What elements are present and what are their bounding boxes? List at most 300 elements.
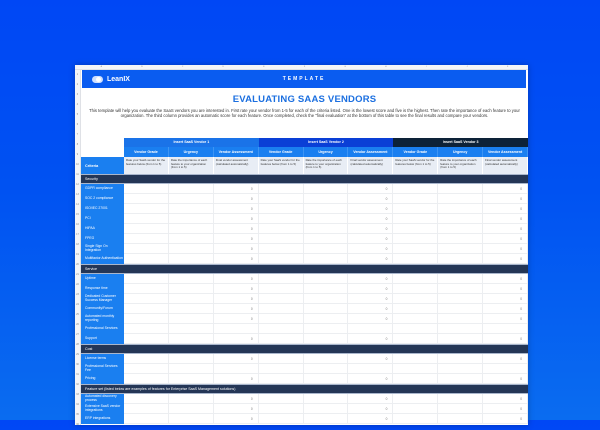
table-row <box>81 294 528 304</box>
vendor-grade-cell[interactable] <box>393 334 438 344</box>
vendor-grade-cell[interactable] <box>393 234 438 244</box>
assessment-cell[interactable]: 0 <box>483 204 528 214</box>
row-header[interactable]: 3 <box>76 93 79 96</box>
assessment-cell[interactable] <box>483 364 528 374</box>
urgency-cell[interactable] <box>169 414 214 424</box>
assessment-cell[interactable]: 0 <box>214 294 259 304</box>
assessment-cell[interactable]: 0 <box>348 194 393 204</box>
criteria-label: ERP integrations <box>81 414 124 424</box>
assessment-cell[interactable]: 0 <box>214 254 259 264</box>
vendor-grade-cell[interactable] <box>259 314 304 324</box>
assessment-cell[interactable]: 0 <box>483 314 528 324</box>
column-header[interactable]: E <box>263 66 265 68</box>
vendor-grade-cell[interactable] <box>259 394 304 404</box>
assessment-cell[interactable]: 0 <box>483 334 528 344</box>
urgency-cell[interactable] <box>304 354 349 364</box>
assessment-cell[interactable]: 0 <box>348 414 393 424</box>
urgency-cell[interactable] <box>169 294 214 304</box>
column-header[interactable]: F <box>303 66 306 68</box>
assessment-cell[interactable]: 0 <box>214 234 259 244</box>
urgency-cell[interactable] <box>304 334 349 344</box>
assessment-cell[interactable]: 0 <box>348 314 393 324</box>
assessment-cell[interactable]: 0 <box>348 374 393 384</box>
urgency-cell[interactable] <box>438 324 483 334</box>
column-header[interactable]: G <box>344 66 346 68</box>
row-header[interactable]: 9 <box>76 153 79 156</box>
brand-bar <box>82 70 526 88</box>
urgency-description: Rate the importance of each feature to your organization (from 1 to 5) <box>169 157 214 174</box>
assessment-cell[interactable]: 0 <box>483 304 528 314</box>
criteria-label: Dedicated Customer Success Manager <box>81 294 124 304</box>
row-header[interactable]: 4 <box>76 103 79 106</box>
urgency-cell[interactable] <box>304 194 349 204</box>
urgency-cell[interactable] <box>304 324 349 334</box>
vendor-grade-cell[interactable] <box>124 324 169 334</box>
assessment-cell[interactable]: 0 <box>214 394 259 404</box>
urgency-cell[interactable] <box>304 224 349 234</box>
row-header[interactable]: 14 <box>76 203 79 206</box>
vendor-grade-cell[interactable] <box>393 254 438 264</box>
vendor-grade-cell[interactable] <box>393 314 438 324</box>
assessment-cell[interactable]: 0 <box>214 314 259 324</box>
table-row <box>81 354 528 364</box>
vendor-grade-cell[interactable] <box>259 294 304 304</box>
section-header: Cost <box>81 344 528 354</box>
table-row <box>81 334 528 344</box>
column-header[interactable]: B <box>141 66 143 68</box>
assessment-cell[interactable]: 0 <box>214 284 259 294</box>
vendor-1-header[interactable]: Insert SaaS Vendor 1 <box>124 138 259 147</box>
urgency-header: Urgency <box>438 147 483 157</box>
urgency-cell[interactable] <box>438 374 483 384</box>
row-header[interactable]: 16 <box>76 223 79 226</box>
vendor-grade-cell[interactable] <box>124 284 169 294</box>
criteria-label: Extensive SaaS vendor integrations <box>81 404 124 414</box>
table-row <box>81 184 528 194</box>
row-header[interactable]: 36 <box>76 423 79 426</box>
assessment-cell[interactable]: 0 <box>483 194 528 204</box>
urgency-description: Rate the importance of each feature to your organization (from 1 to 5) <box>438 157 483 174</box>
row-header[interactable]: 34 <box>76 403 79 406</box>
row-header[interactable]: 31 <box>76 373 79 376</box>
row-header[interactable]: 19 <box>76 253 79 256</box>
assessment-cell[interactable]: 0 <box>214 404 259 414</box>
row-header[interactable]: 28 <box>76 343 79 346</box>
criteria-label: ISO/IEC 27001 <box>81 204 124 214</box>
assessment-cell[interactable]: 0 <box>214 334 259 344</box>
assessment-cell[interactable]: 0 <box>483 294 528 304</box>
row-header[interactable]: 21 <box>76 273 79 276</box>
vendor-grade-cell[interactable] <box>393 204 438 214</box>
assessment-cell[interactable]: 0 <box>348 304 393 314</box>
assessment-cell[interactable]: 0 <box>348 224 393 234</box>
urgency-cell[interactable] <box>438 204 483 214</box>
urgency-cell[interactable] <box>438 404 483 414</box>
table-row <box>81 234 528 244</box>
assessment-cell[interactable]: 0 <box>483 274 528 284</box>
column-header[interactable]: J <box>466 66 468 68</box>
vendor-grade-cell[interactable] <box>393 274 438 284</box>
vendor-grade-cell[interactable] <box>259 334 304 344</box>
description-row <box>81 157 528 174</box>
vendor-grade-cell[interactable] <box>124 394 169 404</box>
urgency-cell[interactable] <box>438 364 483 374</box>
vendor-grade-cell[interactable] <box>124 204 169 214</box>
urgency-cell[interactable] <box>169 324 214 334</box>
assessment-cell[interactable]: 0 <box>348 394 393 404</box>
table-row <box>81 374 528 384</box>
urgency-cell[interactable] <box>438 334 483 344</box>
urgency-cell[interactable] <box>438 234 483 244</box>
vendor-grade-cell[interactable] <box>393 224 438 234</box>
assessment-cell[interactable] <box>214 364 259 374</box>
vendor-grade-cell[interactable] <box>124 404 169 414</box>
vendor-grade-cell[interactable] <box>393 284 438 294</box>
column-header[interactable]: K <box>507 66 509 68</box>
vendor-grade-cell[interactable] <box>259 274 304 284</box>
vendor-grade-cell[interactable] <box>393 374 438 384</box>
urgency-cell[interactable] <box>169 364 214 374</box>
section-header: Service <box>81 264 528 274</box>
urgency-cell[interactable] <box>438 254 483 264</box>
urgency-cell[interactable] <box>304 394 349 404</box>
vendor-3-header[interactable]: Insert SaaS Vendor 3 <box>393 138 528 147</box>
sheet-content <box>81 70 528 425</box>
assessment-cell[interactable]: 0 <box>214 244 259 254</box>
vendor-grade-cell[interactable] <box>259 184 304 194</box>
grade-description: Rate your SaaS vendor for the features below (from 1 to 5) <box>393 157 438 174</box>
row-header[interactable]: 1 <box>76 73 79 76</box>
row-header[interactable]: 20 <box>76 263 79 266</box>
urgency-cell[interactable] <box>438 194 483 204</box>
assessment-cell[interactable]: 0 <box>348 284 393 294</box>
row-header[interactable]: 33 <box>76 393 79 396</box>
subheader-row <box>124 147 528 157</box>
assessment-cell[interactable]: 0 <box>214 224 259 234</box>
urgency-cell[interactable] <box>304 364 349 374</box>
vendor-grade-cell[interactable] <box>393 194 438 204</box>
table-row <box>81 254 528 264</box>
assessment-cell[interactable]: 0 <box>348 204 393 214</box>
vendor-grade-cell[interactable] <box>393 244 438 254</box>
table-row <box>81 214 528 224</box>
criteria-label: Support <box>81 334 124 344</box>
urgency-cell[interactable] <box>169 394 214 404</box>
vendor-grade-cell[interactable] <box>124 254 169 264</box>
vendor-grade-cell[interactable] <box>259 204 304 214</box>
urgency-cell[interactable] <box>169 254 214 264</box>
assessment-cell[interactable]: 0 <box>483 184 528 194</box>
assessment-cell[interactable]: 0 <box>214 274 259 284</box>
vendor-grade-cell[interactable] <box>259 414 304 424</box>
assessment-cell[interactable]: 0 <box>214 354 259 364</box>
column-header[interactable]: D <box>222 66 224 68</box>
assessment-cell[interactable]: 0 <box>214 184 259 194</box>
urgency-cell[interactable] <box>304 204 349 214</box>
assessment-cell[interactable]: 0 <box>348 294 393 304</box>
vendor-grade-cell[interactable] <box>393 394 438 404</box>
criteria-header: Criteria <box>81 157 124 174</box>
vendor-grade-cell[interactable] <box>393 324 438 334</box>
vendor-assessment-header: Vendor Assessment <box>483 147 528 157</box>
assessment-cell[interactable]: 0 <box>348 244 393 254</box>
assessment-cell[interactable]: 0 <box>214 194 259 204</box>
vendor-grade-cell[interactable] <box>393 354 438 364</box>
row-header[interactable]: 17 <box>76 233 79 236</box>
vendor-header-row <box>124 138 528 147</box>
assessment-cell[interactable]: 0 <box>348 274 393 284</box>
assessment-cell[interactable]: 0 <box>483 234 528 244</box>
assessment-cell[interactable]: 0 <box>483 244 528 254</box>
urgency-cell[interactable] <box>169 224 214 234</box>
page-title: EVALUATING SAAS VENDORS <box>232 94 377 105</box>
urgency-cell[interactable] <box>304 414 349 424</box>
urgency-cell[interactable] <box>169 244 214 254</box>
assessment-description: Final vendor assessment (calculated automatically) <box>348 157 393 174</box>
criteria-label: Professional Services Fee <box>81 364 124 374</box>
vendor-grade-cell[interactable] <box>259 214 304 224</box>
vendor-grade-header: Vendor Grade <box>259 147 304 157</box>
urgency-cell[interactable] <box>438 214 483 224</box>
assessment-cell[interactable]: 0 <box>483 374 528 384</box>
vendor-grade-cell[interactable] <box>393 404 438 414</box>
assessment-cell[interactable]: 0 <box>348 404 393 414</box>
assessment-cell[interactable]: 0 <box>483 394 528 404</box>
column-header[interactable]: I <box>426 66 427 68</box>
row-header[interactable]: 23 <box>76 293 79 296</box>
row-header[interactable]: 10 <box>76 163 79 166</box>
assessment-cell[interactable]: 0 <box>483 254 528 264</box>
row-header[interactable]: 15 <box>76 213 79 216</box>
urgency-cell[interactable] <box>169 374 214 384</box>
urgency-cell[interactable] <box>304 374 349 384</box>
urgency-cell[interactable] <box>169 194 214 204</box>
urgency-cell[interactable] <box>438 224 483 234</box>
vendor-grade-cell[interactable] <box>393 294 438 304</box>
assessment-cell[interactable]: 0 <box>483 404 528 414</box>
urgency-cell[interactable] <box>169 334 214 344</box>
column-header[interactable]: C <box>181 66 184 68</box>
assessment-cell[interactable]: 0 <box>348 354 393 364</box>
vendor-grade-cell[interactable] <box>259 244 304 254</box>
vendor-grade-cell[interactable] <box>259 404 304 414</box>
row-header[interactable]: 24 <box>76 303 79 306</box>
vendor-grade-cell[interactable] <box>124 304 169 314</box>
urgency-cell[interactable] <box>169 314 214 324</box>
template-label: TEMPLATE <box>282 76 326 82</box>
grade-description: Rate your SaaS vendor for the features below (from 1 to 5) <box>259 157 304 174</box>
vendor-grade-cell[interactable] <box>393 304 438 314</box>
vendor-grade-cell[interactable] <box>259 224 304 234</box>
vendor-grade-cell[interactable] <box>259 374 304 384</box>
urgency-cell[interactable] <box>438 274 483 284</box>
assessment-cell[interactable]: 0 <box>214 304 259 314</box>
criteria-label: HIPAA <box>81 224 124 234</box>
vendor-grade-cell[interactable] <box>259 194 304 204</box>
row-header[interactable]: 30 <box>76 363 79 366</box>
urgency-cell[interactable] <box>304 184 349 194</box>
urgency-cell[interactable] <box>304 214 349 224</box>
urgency-cell[interactable] <box>304 304 349 314</box>
vendor-grade-header: Vendor Grade <box>393 147 438 157</box>
urgency-cell[interactable] <box>438 294 483 304</box>
row-header[interactable]: 32 <box>76 383 79 386</box>
sections-container <box>81 174 528 424</box>
vendor-grade-cell[interactable] <box>124 244 169 254</box>
table-row <box>81 394 528 404</box>
assessment-cell[interactable]: 0 <box>214 204 259 214</box>
vendor-grade-cell[interactable] <box>124 294 169 304</box>
table-row <box>81 204 528 214</box>
vendor-grade-cell[interactable] <box>259 254 304 264</box>
urgency-cell[interactable] <box>169 354 214 364</box>
criteria-label: Uptime <box>81 274 124 284</box>
assessment-cell[interactable] <box>348 324 393 334</box>
row-header[interactable]: 25 <box>76 313 79 316</box>
urgency-cell[interactable] <box>304 254 349 264</box>
assessment-cell[interactable]: 0 <box>483 284 528 294</box>
column-header[interactable]: A <box>100 66 102 68</box>
vendor-grade-cell[interactable] <box>393 414 438 424</box>
urgency-cell[interactable] <box>169 274 214 284</box>
row-header[interactable]: 22 <box>76 283 79 286</box>
table-row <box>81 414 528 424</box>
assessment-cell[interactable]: 0 <box>483 414 528 424</box>
urgency-cell[interactable] <box>438 414 483 424</box>
urgency-cell[interactable] <box>304 244 349 254</box>
row-header[interactable]: 6 <box>76 123 79 126</box>
assessment-cell[interactable]: 0 <box>214 214 259 224</box>
urgency-cell[interactable] <box>169 184 214 194</box>
column-header[interactable]: H <box>385 66 387 68</box>
vendor-grade-cell[interactable] <box>259 234 304 244</box>
vendor-grade-cell[interactable] <box>259 324 304 334</box>
vendor-grade-cell[interactable] <box>259 364 304 374</box>
criteria-label: Single Sign On Integration <box>81 244 124 254</box>
urgency-cell[interactable] <box>304 234 349 244</box>
vendor-assessment-header: Vendor Assessment <box>348 147 393 157</box>
urgency-cell[interactable] <box>304 404 349 414</box>
table-row <box>81 244 528 254</box>
evaluation-table <box>81 138 528 424</box>
urgency-cell[interactable] <box>169 204 214 214</box>
assessment-cell[interactable]: 0 <box>483 354 528 364</box>
urgency-cell[interactable] <box>438 394 483 404</box>
row-header[interactable]: 11 <box>76 173 79 176</box>
table-row <box>81 274 528 284</box>
assessment-cell[interactable]: 0 <box>483 214 528 224</box>
vendor-grade-cell[interactable] <box>124 364 169 374</box>
criteria-label: SOC 2 compliance <box>81 194 124 204</box>
spreadsheet <box>75 65 528 425</box>
assessment-cell[interactable]: 0 <box>348 234 393 244</box>
assessment-cell[interactable]: 0 <box>348 334 393 344</box>
urgency-cell[interactable] <box>169 304 214 314</box>
assessment-cell[interactable] <box>214 324 259 334</box>
row-header[interactable]: 35 <box>76 413 79 416</box>
urgency-cell[interactable] <box>169 234 214 244</box>
section-header: Security <box>81 174 528 184</box>
vendor-grade-cell[interactable] <box>393 364 438 374</box>
row-header[interactable]: 29 <box>76 353 79 356</box>
assessment-cell[interactable]: 0 <box>214 414 259 424</box>
row-header[interactable]: 5 <box>76 113 79 116</box>
vendor-grade-header: Vendor Grade <box>124 147 169 157</box>
vendor-grade-cell[interactable] <box>124 234 169 244</box>
vendor-grade-cell[interactable] <box>124 194 169 204</box>
assessment-cell[interactable] <box>483 324 528 334</box>
vendor-grade-cell[interactable] <box>124 374 169 384</box>
vendor-grade-cell[interactable] <box>259 284 304 294</box>
urgency-cell[interactable] <box>438 184 483 194</box>
row-header[interactable]: 12 <box>76 183 79 186</box>
row-header[interactable]: 27 <box>76 333 79 336</box>
urgency-cell[interactable] <box>438 244 483 254</box>
criteria-label: FPEG <box>81 234 124 244</box>
assessment-cell[interactable]: 0 <box>348 184 393 194</box>
vendor-grade-cell[interactable] <box>259 354 304 364</box>
vendor-grade-cell[interactable] <box>124 334 169 344</box>
row-header[interactable]: 26 <box>76 323 79 326</box>
urgency-cell[interactable] <box>169 284 214 294</box>
assessment-cell[interactable] <box>348 364 393 374</box>
urgency-cell[interactable] <box>304 284 349 294</box>
urgency-cell[interactable] <box>304 294 349 304</box>
vendor-grade-cell[interactable] <box>124 354 169 364</box>
vendor-grade-cell[interactable] <box>124 224 169 234</box>
criteria-label: Multifactor Authentication <box>81 254 124 264</box>
vendor-grade-cell[interactable] <box>259 304 304 314</box>
assessment-cell[interactable]: 0 <box>348 214 393 224</box>
row-header[interactable]: 13 <box>76 193 79 196</box>
assessment-cell[interactable]: 0 <box>348 254 393 264</box>
urgency-cell[interactable] <box>438 314 483 324</box>
table-row <box>81 284 528 294</box>
urgency-cell[interactable] <box>438 354 483 364</box>
vendor-grade-cell[interactable] <box>124 414 169 424</box>
vendor-assessment-header: Vendor Assessment <box>214 147 259 157</box>
urgency-cell[interactable] <box>304 314 349 324</box>
vendor-grade-cell[interactable] <box>124 274 169 284</box>
urgency-cell[interactable] <box>304 274 349 284</box>
assessment-cell[interactable]: 0 <box>214 374 259 384</box>
criteria-label: Automated monthly reporting <box>81 314 124 324</box>
urgency-cell[interactable] <box>169 404 214 414</box>
vendor-grade-cell[interactable] <box>393 184 438 194</box>
table-row <box>81 194 528 204</box>
assessment-cell[interactable]: 0 <box>483 224 528 234</box>
vendor-grade-cell[interactable] <box>124 184 169 194</box>
vendor-grade-cell[interactable] <box>393 214 438 224</box>
vendor-grade-cell[interactable] <box>124 314 169 324</box>
urgency-cell[interactable] <box>169 214 214 224</box>
vendor-2-header[interactable]: Insert SaaS Vendor 2 <box>259 138 394 147</box>
criteria-label: Community/Forum <box>81 304 124 314</box>
table-row <box>81 224 528 234</box>
urgency-header: Urgency <box>304 147 349 157</box>
criteria-label: Response time <box>81 284 124 294</box>
criteria-label: Professional Services <box>81 324 124 334</box>
row-header[interactable]: 18 <box>76 243 79 246</box>
row-header[interactable]: 7 <box>76 133 79 136</box>
table-row <box>81 364 528 374</box>
urgency-cell[interactable] <box>438 304 483 314</box>
criteria-label: GDPR compliance <box>81 184 124 194</box>
row-header[interactable]: 2 <box>76 83 79 86</box>
vendor-grade-cell[interactable] <box>124 214 169 224</box>
urgency-cell[interactable] <box>438 284 483 294</box>
row-header[interactable]: 8 <box>76 143 79 146</box>
